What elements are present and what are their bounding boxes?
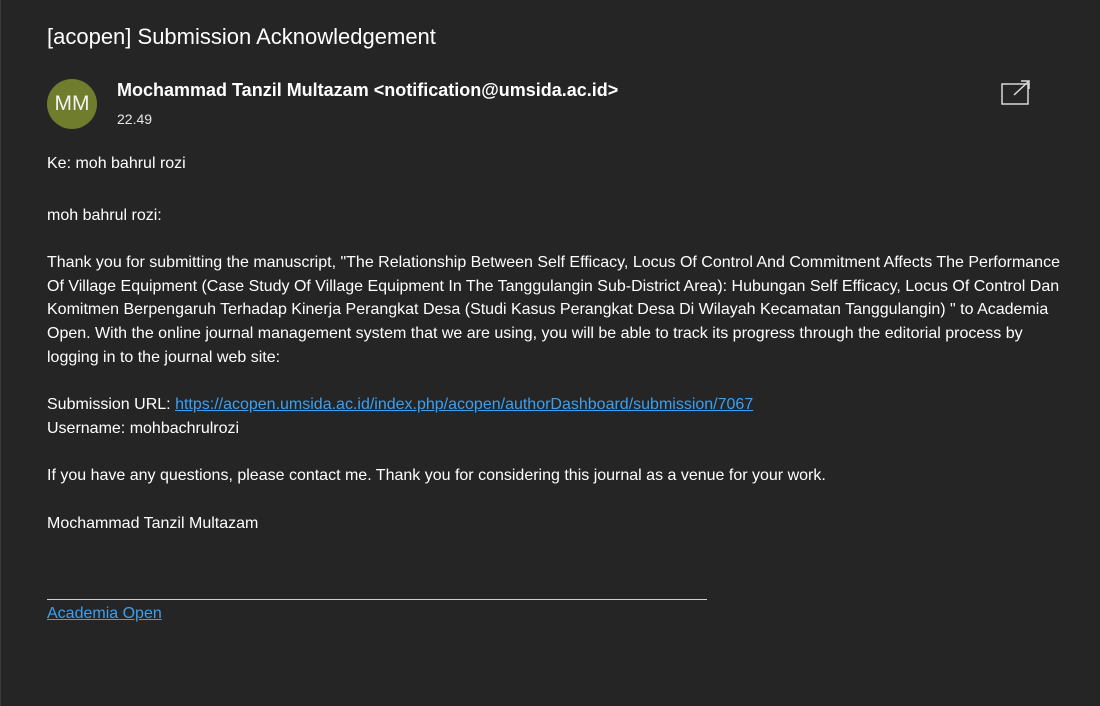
submission-url-link[interactable]: https://acopen.umsida.ac.id/index.php/acopen/authorDashboard/submission/7067	[175, 396, 754, 414]
signature-divider	[47, 599, 707, 600]
submission-url-line	[47, 393, 1077, 417]
footer	[47, 605, 162, 623]
to-line: Ke: moh bahrul rozi	[47, 155, 186, 172]
sender-name[interactable]: Mochammad Tanzil Multazam <notification@umsida.ac.id>	[117, 80, 619, 100]
email-subject: [acopen] Submission Acknowledgement	[47, 24, 436, 49]
popout-window-button[interactable]	[1000, 79, 1032, 107]
academia-open-link[interactable]: Academia Open	[47, 605, 162, 622]
main-paragraph: Thank you for submitting the manuscript, "The Relationship Between Self Efficacy, Locus Of Control And Commitment Affects The Performance Of Village Equipment (Case Study Of Village Equipment In The Tanggulangin Sub-District Area): Hubungan Self Efficacy, Locus Of Control Dan Komitmen Berpengaruh Terhadap Kinerja Perangkat Desa (Studi Kasus Perangkat Desa Di Wilayah Kecamatan Tanggulangin) " to Academia Open. With the online journal management system that we are using, you will be able to track its progress through the editorial process by logging in to the journal web site:	[47, 254, 1060, 366]
pane-border	[0, 0, 1, 706]
submission-url-label: Submission URL:	[47, 396, 171, 414]
closing-paragraph: If you have any questions, please contact me. Thank you for considering this journal as a venue for your work.	[47, 467, 826, 485]
greeting: moh bahrul rozi:	[47, 206, 162, 224]
username-line: Username: mohbachrulrozi	[47, 419, 240, 437]
signature-name: Mochammad Tanzil Multazam	[47, 514, 259, 532]
sender-avatar[interactable]: MM	[47, 79, 97, 129]
popout-window-icon	[1000, 79, 1032, 107]
received-time: 22.49	[117, 111, 153, 127]
email-body	[47, 152, 1077, 536]
